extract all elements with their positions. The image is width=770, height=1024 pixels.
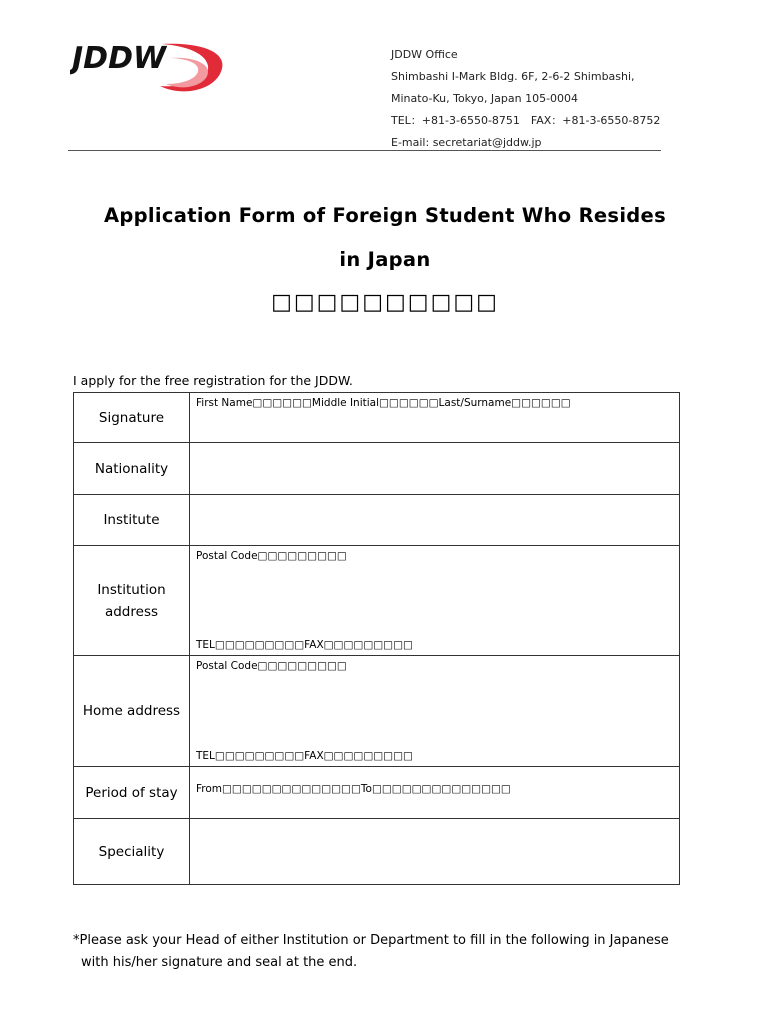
institute-label: Institute (74, 495, 190, 546)
signature-subfields: First Name□□□□□□Middle Initial□□□□□□Last/Surname□□□□□□ (196, 397, 571, 409)
institution-address-label-line-2: address (104, 603, 159, 620)
row-signature (74, 393, 680, 443)
office-name: JDDW Office (391, 48, 458, 61)
form-title-line-1: Application Form of Foreign Student Who Resides (104, 204, 666, 227)
office-street: Shimbashi I-Mark Bldg. 6F, 2-6-2 Shimbashi, (391, 70, 635, 83)
row-institute (74, 495, 680, 546)
header-divider (68, 150, 661, 151)
home-address-label: Home address (74, 656, 190, 767)
form-title-line-2: in Japan (339, 248, 431, 271)
row-period-of-stay (74, 767, 680, 819)
institution-address-label-line-1: Institution (97, 581, 166, 598)
home-address-field[interactable] (190, 656, 680, 767)
speciality-field[interactable] (190, 819, 680, 885)
office-email: E-mail: secretariat@jddw.jp (391, 136, 542, 149)
row-institution-address (74, 546, 680, 656)
signature-field[interactable] (190, 393, 680, 443)
row-home-address (74, 656, 680, 767)
institution-tel-fax: TEL□□□□□□□□□FAX□□□□□□□□□ (196, 639, 413, 651)
institution-postal-code: Postal Code□□□□□□□□□ (196, 550, 347, 562)
footnote-line-2: with his/her signature and seal at the end. (81, 955, 358, 970)
institution-address-field[interactable] (190, 546, 680, 656)
home-tel-fax: TEL□□□□□□□□□FAX□□□□□□□□□ (196, 750, 413, 762)
institution-address-label (74, 546, 190, 656)
intro-text: I apply for the free registration for the JDDW. (73, 373, 353, 388)
office-phone-fax: TEL：+81-3-6550-8751 FAX：+81-3-6550-8752 (391, 114, 661, 127)
footnote (73, 930, 669, 974)
application-form-table (73, 392, 680, 885)
nationality-label: Nationality (74, 443, 190, 495)
home-postal-code: Postal Code□□□□□□□□□ (196, 660, 347, 672)
form-title-japanese: □□□□□□□□□□ (271, 290, 499, 315)
footnote-line-1: *Please ask your Head of either Institution or Department to fill in the following in Japanese (73, 933, 669, 948)
logo-text: JDDW (72, 41, 167, 76)
jddw-logo (70, 38, 230, 98)
office-address (391, 44, 660, 154)
period-of-stay-label: Period of stay (74, 767, 190, 819)
signature-label: Signature (74, 393, 190, 443)
office-city: Minato-Ku, Tokyo, Japan 105-0004 (391, 92, 579, 105)
period-from-to: From□□□□□□□□□□□□□□To□□□□□□□□□□□□□□ (196, 783, 511, 795)
speciality-label: Speciality (74, 819, 190, 885)
row-nationality (74, 443, 680, 495)
row-speciality (74, 819, 680, 885)
nationality-field[interactable] (190, 443, 680, 495)
period-of-stay-field[interactable] (190, 767, 680, 819)
institute-field[interactable] (190, 495, 680, 546)
